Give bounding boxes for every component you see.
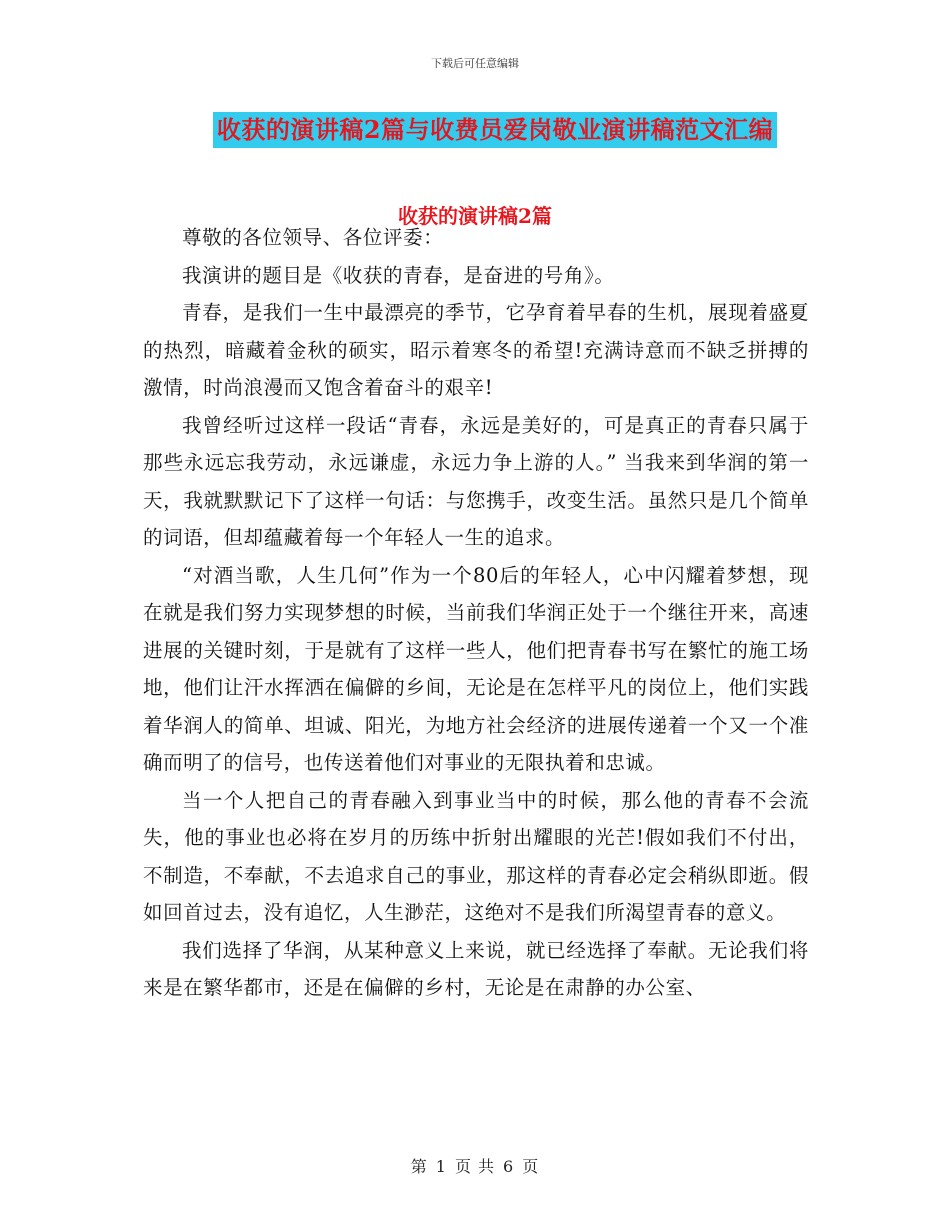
body-text [143,219,809,1007]
footer-middle: 页 共 [454,1157,496,1176]
document-title: 收获的演讲稿2篇与收费员爱岗敬业演讲稿范文汇编 [213,112,777,148]
page-footer [0,1154,950,1177]
total-pages: 6 [503,1157,515,1176]
paragraph: 我演讲的题目是《收获的青春，是奋进的号角》。 [182,263,615,287]
page-number: 1 [435,1157,447,1176]
footer-suffix: 页 [522,1157,540,1176]
paragraph-salutation: 尊敬的各位领导、各位评委： [182,226,444,249]
paragraph: 我们选择了华润，从某种意义上来说，就已经选择了奉献。无论我们将来是在繁华都市，还是在偏僻的乡村，无论是在肃静的办公室、 [143,938,809,999]
section-title: 收获的演讲稿2篇 [398,204,552,228]
paragraph: 我曾经听过这样一段话“青春，永远是美好的，可是真正的青春只属于那些永远忘我劳动，永远谦虚，永远力争上游的人。” 当我来到华润的第一天，我就默默记下了这样一句话：与您携手，改变生活。虽然只是几个简单的词语，但却蕴藏着每一个年轻人一生的追求。 [143,413,809,549]
document-title-container [0,112,950,148]
header-note: 下载后可任意编辑 [431,57,519,70]
paragraph: “对酒当歌，人生几何”作为一个80后的年轻人，心中闪耀着梦想，现在就是我们努力实现梦想的时候，当前我们华润正处于一个继往开来，高速进展的关键时刻，于是就有了这样一些人，他们把青春书写在繁忙的施工场地，他们让汗水挥洒在偏僻的乡间，无论是在怎样平凡的岗位上，他们实践着华润人的简单、坦诚、阳光，为地方社会经济的进展传递着一个又一个准确而明了的信号，也传送着他们对事业的无限执着和忠诚。 [143,563,809,774]
footer-prefix: 第 [410,1157,428,1176]
paragraph: 当一个人把自己的青春融入到事业当中的时候，那么他的青春不会流失，他的事业也必将在岁月的历练中折射出耀眼的光芒!假如我们不付出，不制造，不奉献，不去追求自己的事业，那这样的青春必定会稍纵即逝。假如回首过去，没有追忆，人生渺茫，这绝对不是我们所渴望青春的意义。 [143,788,809,924]
paragraph: 青春，是我们一生中最漂亮的季节，它孕育着早春的生机，展现着盛夏的热烈，暗藏着金秋的硕实，昭示着寒冬的希望!充满诗意而不缺乏拼搏的激情，时尚浪漫而又饱含着奋斗的艰辛! [143,301,809,399]
